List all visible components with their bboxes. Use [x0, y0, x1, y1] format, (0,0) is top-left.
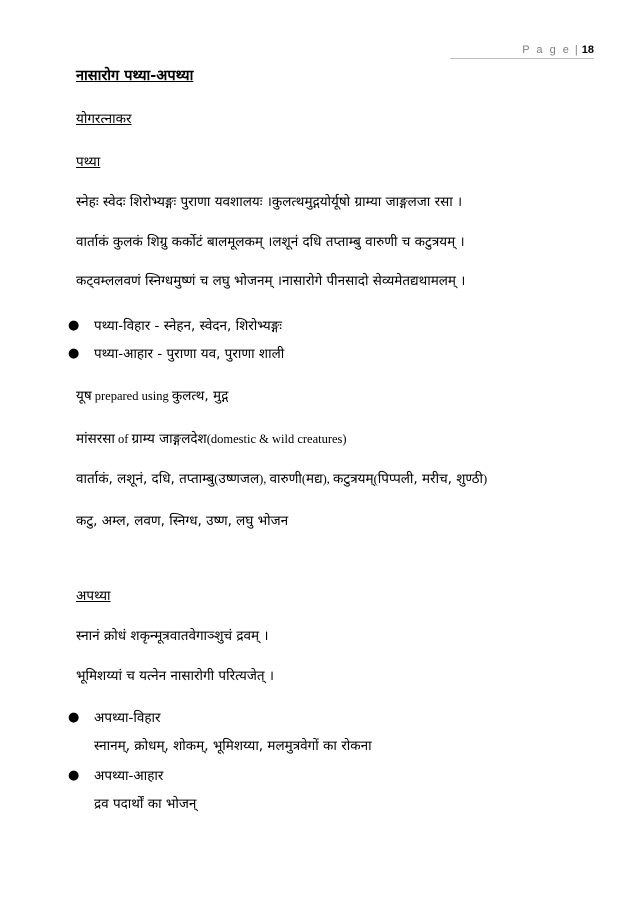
bullet-label: अपथ्या-आहार: [94, 768, 164, 784]
bullet-label: अपथ्या-विहार: [94, 710, 161, 726]
mamsa-of: of: [114, 432, 132, 446]
source-heading: योगरत्नाकर: [76, 111, 132, 127]
verse-line-2: वार्ताकं कुलकं शिग्रु कर्कोटं बालमूलकम् ।लशूनं दधि तप्ताम्बु वारुणी च कटुत्रयम् ।: [76, 234, 465, 250]
page-header: [522, 44, 594, 56]
vartaka-text: कटुत्रयम्: [333, 471, 374, 487]
bullet-text: पथ्या-विहार - स्नेहन, स्वेदन, शिरोभ्यङ्गः: [94, 318, 283, 334]
yusha-term: यूष: [76, 388, 92, 404]
yusha-line: [76, 386, 228, 406]
mamsa-term: मांसरसा: [76, 431, 115, 447]
bullet-icon: ●: [68, 710, 80, 725]
paren: ),: [322, 472, 334, 486]
apathya-heading: अपथ्या: [76, 588, 111, 604]
page-label: P a g e: [522, 44, 571, 56]
page-title: नासारोग पथ्या-अपथ्या: [76, 68, 194, 84]
vartaka-gloss: मद्य: [306, 471, 323, 487]
katu-line: कटु, अम्ल, लवण, स्निग्ध, उष्ण, लघु भोजन: [76, 513, 289, 529]
yusha-ingredients: कुलत्थ, मुद्ग: [171, 388, 229, 404]
mamsa-english: (domestic & wild creatures): [206, 432, 347, 446]
vartaka-text: वारुणी: [269, 471, 302, 487]
vartaka-line: [76, 469, 487, 489]
paren: ),: [259, 472, 270, 486]
bullet-icon: ●: [68, 346, 80, 361]
paren: (: [214, 472, 219, 486]
paren: (: [373, 472, 378, 486]
bullet-detail: द्रव पदार्थों का भोजन्: [94, 796, 197, 812]
vartaka-gloss: पिप्पली, मरीच, शुण्ठी: [377, 471, 484, 487]
apathya-verse-2: भूमिशय्यां च यत्नेन नासारोगी परित्यजेत् ।: [76, 668, 274, 684]
header-rule: [450, 58, 594, 59]
page-number: 18: [581, 44, 594, 56]
verse-line-3: कट्वम्ललवणं स्निग्धमुष्णं च लघु भोजनम् ।नासारोगे पीनसादो सेव्यमेतद्यथामलम् ।: [76, 273, 466, 289]
bullet-detail: स्नानम्, क्रोधम्, शोकम्, भूमिशय्या, मलमुत्रवेगों का रोकना: [94, 738, 372, 754]
yusha-english: prepared using: [91, 389, 172, 403]
vartaka-gloss: उष्णजल: [218, 471, 260, 487]
paren: ): [483, 472, 488, 486]
bullet-text: पथ्या-आहार - पुराणा यव, पुराणा शाली: [94, 346, 285, 362]
bullet-icon: ●: [68, 768, 80, 783]
mamsa-line: [76, 429, 347, 449]
pathya-heading: पथ्या: [76, 154, 101, 170]
page-separator: |: [574, 44, 578, 56]
bullet-icon: ●: [68, 318, 80, 333]
vartaka-text: वार्ताकं, लशूनं, दधि, तप्ताम्बु: [76, 471, 215, 487]
paren: (: [301, 472, 307, 486]
verse-line-1: स्नेहः स्वेदः शिरोभ्यङ्गः पुराणा यवशालयः ।कुलत्थमुद्गयोर्यूषो ग्राम्या जाङ्गलजा रसा ।: [76, 194, 463, 210]
apathya-verse-1: स्नानं क्रोधं शकृन्मूत्रवातवेगाञ्शुचं द्रवम् ।: [76, 628, 269, 644]
mamsa-source: ग्राम्य जाङ्गलदेश: [131, 431, 207, 447]
